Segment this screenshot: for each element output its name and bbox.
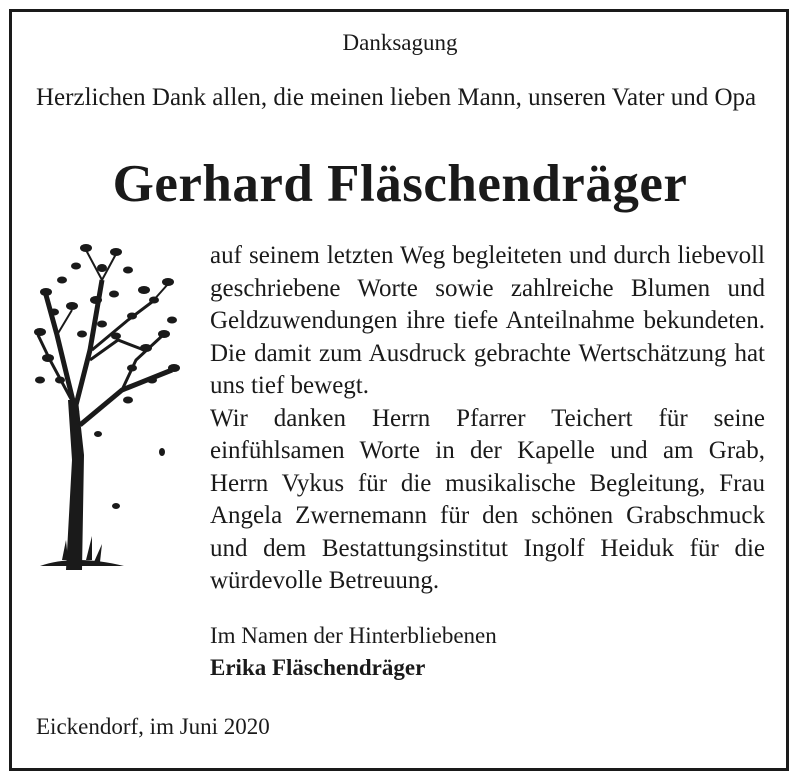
signer-name: Erika Fläschendräger	[210, 655, 426, 680]
sign-line: Im Namen der Hinterbliebenen	[210, 623, 497, 648]
intro-text: Herzlichen Dank allen, die meinen lieben Mann, unseren Vater und Opa	[36, 84, 757, 111]
body-paragraph: auf seinem letzten Weg begleiteten und durch liebevoll geschriebene Worte sowie zahlreiche Blumen und Geldzuwendungen ihre tiefe Anteilnahme bekundeten. Die damit zum Ausdruck gebrachte Wertschätzung hat uns tief bewegt.	[210, 242, 765, 399]
notice-heading: Danksagung	[342, 30, 458, 55]
body-paragraph: Wir danken Herrn Pfarrer Teichert für seine einfühlsamen Worte in der Kapelle und am Grab, Herrn Vykus für die musikalische Begleitung, Frau Angela Zwernemann für den schönen Grabschmuck und dem Bestattungsinstitut Ingolf Heiduk für die würdevolle Betreuung.	[210, 404, 765, 594]
body-text	[210, 240, 765, 598]
signature-block	[210, 620, 497, 684]
tree-icon	[32, 240, 182, 570]
deceased-name: Gerhard Fläschendräger	[112, 155, 688, 213]
place-date: Eickendorf, im Juni 2020	[36, 714, 270, 739]
